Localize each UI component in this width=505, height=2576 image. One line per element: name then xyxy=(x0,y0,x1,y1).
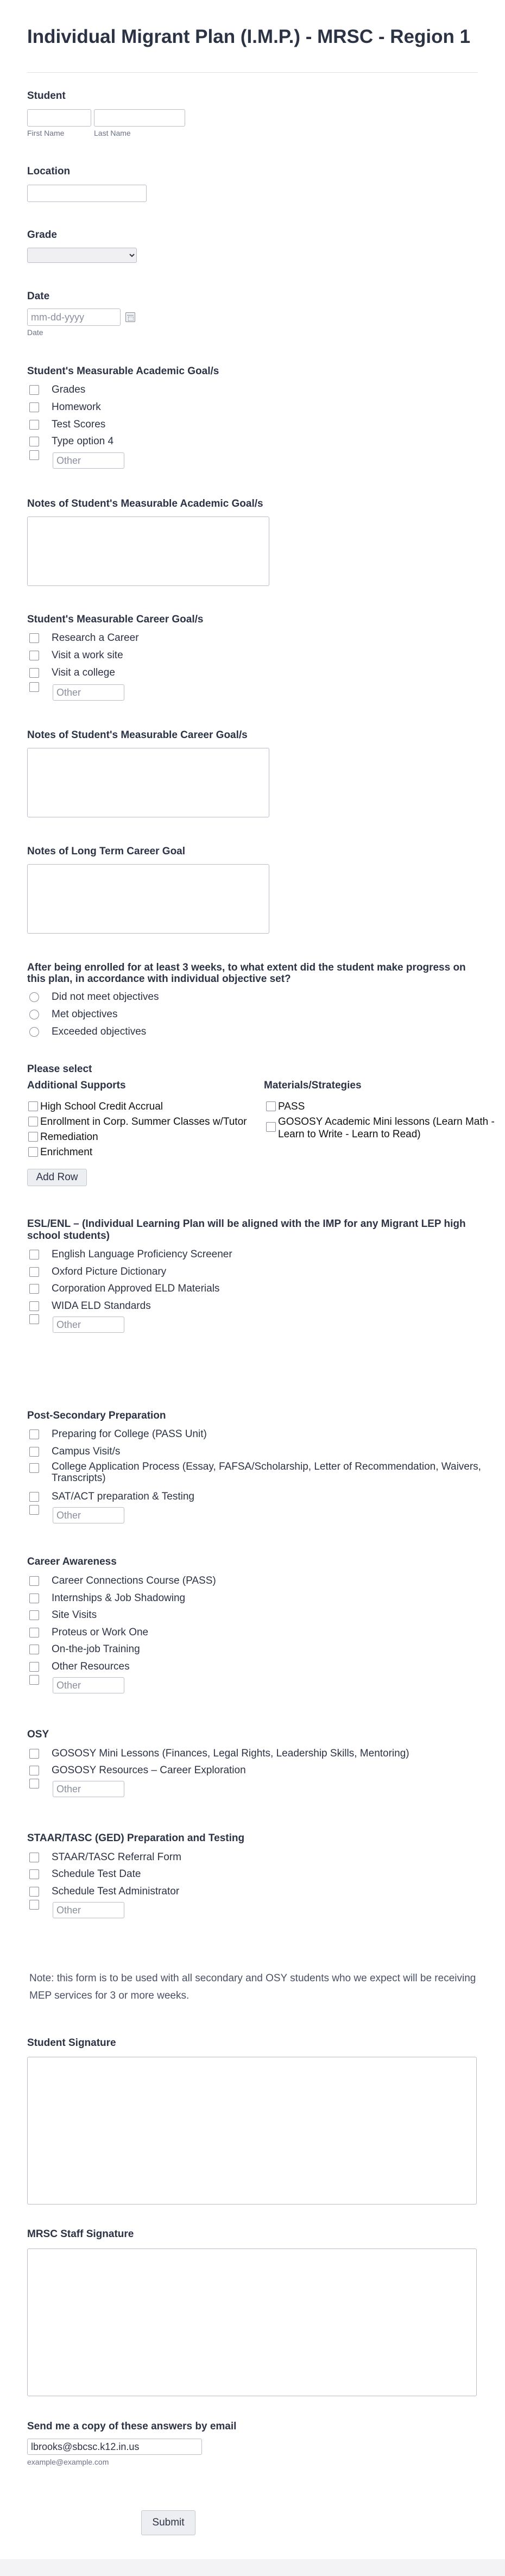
checkbox[interactable] xyxy=(29,1301,39,1311)
student-signature-label: Student Signature xyxy=(27,2037,116,2049)
career-awareness-proteus[interactable] xyxy=(29,1625,148,1640)
career-awareness-site-visits[interactable] xyxy=(29,1608,97,1623)
checkbox[interactable] xyxy=(29,633,39,643)
option-label: STAAR/TASC Referral Form xyxy=(52,1851,181,1863)
title-divider xyxy=(27,72,478,73)
radio-button[interactable] xyxy=(29,1010,39,1019)
option-label: Internships & Job Shadowing xyxy=(52,1592,186,1604)
progress-label-line2: this plan, in accordance with individual objective set? xyxy=(27,973,291,985)
option-label xyxy=(52,1461,481,1484)
staff-signature-pad[interactable] xyxy=(27,2249,477,2396)
supports-table-label: Please select xyxy=(27,1063,92,1075)
checkbox[interactable] xyxy=(29,420,39,430)
support-remediation[interactable] xyxy=(28,1131,98,1143)
email-sublabel: example@example.com xyxy=(27,2458,109,2466)
location-label: Location xyxy=(27,166,71,177)
checkbox[interactable] xyxy=(266,1122,276,1132)
option-label: English Language Proficiency Screener xyxy=(52,1249,232,1260)
academic-notes-textarea[interactable] xyxy=(27,517,269,586)
career-notes-label: Notes of Student's Measurable Career Goal/s xyxy=(27,729,248,741)
career-notes-textarea[interactable] xyxy=(27,748,269,817)
checkbox[interactable] xyxy=(29,1749,39,1759)
form-title: Individual Migrant Plan (I.M.P.) - MRSC - Region 1 xyxy=(27,26,471,47)
option-label: WIDA ELD Standards xyxy=(52,1300,151,1312)
option-label: SAT/ACT preparation & Testing xyxy=(52,1491,194,1502)
option-label: Visit a college xyxy=(52,667,115,678)
career-awareness-connections[interactable] xyxy=(29,1573,216,1589)
date-label: Date xyxy=(27,291,50,302)
esl-dictionary[interactable] xyxy=(29,1264,166,1280)
grade-label: Grade xyxy=(27,229,57,241)
option-label: Campus Visit/s xyxy=(52,1446,121,1457)
add-row-button[interactable]: Add Row xyxy=(27,1169,87,1186)
option-label-line1: GOSOSY Academic Mini lessons (Learn Math - xyxy=(278,1116,495,1128)
post-secondary-sat-act[interactable] xyxy=(29,1489,194,1504)
checkbox[interactable] xyxy=(28,1101,38,1111)
post-secondary-label: Post-Secondary Preparation xyxy=(27,1410,166,1421)
option-label: Test Scores xyxy=(52,419,106,430)
checkbox[interactable] xyxy=(29,1610,39,1620)
option-label: High School Credit Accrual xyxy=(40,1101,163,1112)
option-label: Exceeded objectives xyxy=(52,1026,147,1037)
osy-other-input[interactable] xyxy=(53,1781,124,1797)
first-name-input[interactable] xyxy=(27,109,91,127)
checkbox[interactable] xyxy=(29,1267,39,1277)
academic-goal-other-input[interactable] xyxy=(53,452,124,469)
checkbox[interactable] xyxy=(29,1887,39,1897)
progress-label-line1: After being enrolled for at least 3 weeks, to what extent did the student make progress on xyxy=(27,962,466,973)
additional-supports-header: Additional Supports xyxy=(27,1080,126,1091)
option-label: Career Connections Course (PASS) xyxy=(52,1575,216,1586)
esl-label-line1: ESL/ENL – (Individual Learning Plan will be aligned with the IMP for any Migrant LEP high xyxy=(27,1218,466,1230)
checkbox[interactable] xyxy=(29,1662,39,1672)
option-label: Preparing for College (PASS Unit) xyxy=(52,1428,207,1440)
checkbox[interactable] xyxy=(29,1766,39,1775)
academic-goals-label: Student's Measurable Academic Goal/s xyxy=(27,366,219,377)
radio-button[interactable] xyxy=(29,1027,39,1037)
email-input[interactable] xyxy=(27,2439,202,2455)
last-name-sublabel: Last Name xyxy=(94,129,131,137)
date-sublabel: Date xyxy=(27,328,43,337)
staar-test-date[interactable] xyxy=(29,1867,141,1882)
checkbox[interactable] xyxy=(28,1117,38,1126)
option-label: Met objectives xyxy=(52,1009,118,1020)
career-goal-other-input[interactable] xyxy=(53,684,124,701)
form-note: Note: this form is to be used with all secondary and OSY students who we expect will be receiving MEP services for 3 or more weeks. xyxy=(29,1973,476,2001)
checkbox[interactable] xyxy=(29,402,39,412)
location-input[interactable] xyxy=(27,185,147,202)
checkbox[interactable] xyxy=(29,1250,39,1259)
option-label: Proteus or Work One xyxy=(52,1627,149,1638)
option-label: Remediation xyxy=(40,1131,98,1143)
academic-goal-grades[interactable] xyxy=(29,382,85,398)
footer-strip xyxy=(0,2559,505,2576)
option-label-line1: College Application Process (Essay, FAFSA/Scholarship, Letter of Recommendation, Waivers, xyxy=(52,1461,481,1472)
checkbox[interactable] xyxy=(29,651,39,660)
post-secondary-application-process[interactable] xyxy=(29,1461,481,1484)
date-input[interactable] xyxy=(27,308,121,326)
career-goals-label: Student's Measurable Career Goal/s xyxy=(27,614,204,625)
option-label: Enrichment xyxy=(40,1147,93,1158)
academic-goal-homework[interactable] xyxy=(29,400,101,415)
academic-notes-label: Notes of Student's Measurable Academic Goal/s xyxy=(27,498,263,509)
esl-eld-materials[interactable] xyxy=(29,1281,219,1296)
checkbox[interactable] xyxy=(29,1447,39,1457)
other-checkbox[interactable] xyxy=(29,1505,39,1515)
osy-resources[interactable] xyxy=(29,1763,246,1778)
material-pass[interactable] xyxy=(266,1100,305,1113)
progress-did-not-meet[interactable] xyxy=(29,990,159,1005)
checkbox[interactable] xyxy=(28,1132,38,1142)
long-term-notes-textarea[interactable] xyxy=(27,864,269,934)
academic-goal-type-option-4[interactable] xyxy=(29,434,113,449)
career-goal-work-site[interactable] xyxy=(29,648,123,663)
checkbox[interactable] xyxy=(29,668,39,678)
career-goal-research[interactable] xyxy=(29,631,139,646)
checkbox[interactable] xyxy=(28,1147,38,1157)
first-name-sublabel: First Name xyxy=(27,129,65,137)
last-name-input[interactable] xyxy=(94,109,185,127)
career-awareness-internships[interactable] xyxy=(29,1591,185,1606)
support-credit-accrual[interactable] xyxy=(28,1100,163,1113)
option-label: Type option 4 xyxy=(52,436,114,447)
progress-exceeded[interactable] xyxy=(29,1024,146,1040)
checkbox[interactable] xyxy=(29,1628,39,1637)
student-signature-pad[interactable] xyxy=(27,2057,477,2205)
option-label: On-the-job Training xyxy=(52,1643,140,1655)
option-label: Oxford Picture Dictionary xyxy=(52,1266,167,1277)
radio-button[interactable] xyxy=(29,992,39,1002)
grade-select[interactable] xyxy=(27,248,137,263)
option-label: Corporation Approved ELD Materials xyxy=(52,1283,220,1294)
other-checkbox[interactable] xyxy=(29,450,39,460)
career-awareness-other-input[interactable] xyxy=(53,1677,124,1693)
other-checkbox[interactable] xyxy=(29,682,39,692)
option-label: GOSOSY Mini Lessons (Finances, Legal Rights, Leadership Skills, Mentoring) xyxy=(52,1748,409,1759)
esl-label-line2: school students) xyxy=(27,1230,110,1242)
material-gososy-lessons[interactable] xyxy=(266,1116,495,1141)
option-label: GOSOSY Resources – Career Exploration xyxy=(52,1765,246,1776)
support-summer-classes[interactable] xyxy=(28,1116,247,1128)
student-label: Student xyxy=(27,90,66,102)
option-label-line2: Transcripts) xyxy=(52,1472,106,1484)
academic-goal-test-scores[interactable] xyxy=(29,417,105,432)
option-label: Enrollment in Corp. Summer Classes w/Tutor xyxy=(40,1116,247,1128)
option-label-line2: Learn to Write - Learn to Read) xyxy=(278,1129,421,1140)
staar-label: STAAR/TASC (GED) Preparation and Testing xyxy=(27,1832,245,1844)
option-label: Schedule Test Date xyxy=(52,1868,141,1880)
esl-wida-standards[interactable] xyxy=(29,1299,151,1314)
long-term-notes-label: Notes of Long Term Career Goal xyxy=(27,846,186,857)
other-checkbox[interactable] xyxy=(29,1675,39,1685)
option-label: Research a Career xyxy=(52,632,139,644)
post-secondary-preparing[interactable] xyxy=(29,1427,207,1442)
option-label: Other Resources xyxy=(52,1661,130,1672)
other-checkbox[interactable] xyxy=(29,1779,39,1788)
email-label: Send me a copy of these answers by email xyxy=(27,2421,237,2432)
career-awareness-other-resources[interactable] xyxy=(29,1659,130,1674)
esl-other-input[interactable] xyxy=(53,1317,124,1333)
post-secondary-other-input[interactable] xyxy=(53,1507,124,1523)
checkbox[interactable] xyxy=(29,1284,39,1294)
checkbox[interactable] xyxy=(29,1429,39,1439)
option-label: Grades xyxy=(52,384,86,395)
checkbox[interactable] xyxy=(29,1463,39,1473)
submit-button[interactable]: Submit xyxy=(141,2510,195,2535)
option-label xyxy=(278,1116,495,1141)
option-label: Visit a work site xyxy=(52,650,123,661)
osy-mini-lessons[interactable] xyxy=(29,1746,409,1761)
checkbox[interactable] xyxy=(29,1492,39,1502)
option-label: Site Visits xyxy=(52,1609,97,1621)
post-secondary-campus-visits[interactable] xyxy=(29,1444,120,1459)
other-checkbox[interactable] xyxy=(29,1314,39,1324)
checkbox[interactable] xyxy=(29,1645,39,1654)
staar-referral-form[interactable] xyxy=(29,1850,181,1865)
other-checkbox[interactable] xyxy=(29,1900,39,1910)
checkbox[interactable] xyxy=(29,1594,39,1603)
option-label: PASS xyxy=(278,1101,305,1112)
checkbox[interactable] xyxy=(29,1576,39,1586)
checkbox[interactable] xyxy=(266,1101,276,1111)
career-goal-college[interactable] xyxy=(29,665,115,681)
staff-signature-label: MRSC Staff Signature xyxy=(27,2228,134,2240)
career-awareness-on-the-job[interactable] xyxy=(29,1642,140,1657)
option-label: Schedule Test Administrator xyxy=(52,1886,180,1897)
checkbox[interactable] xyxy=(29,437,39,446)
progress-met[interactable] xyxy=(29,1007,117,1022)
checkbox[interactable] xyxy=(29,1869,39,1879)
checkbox[interactable] xyxy=(29,1853,39,1862)
esl-screener[interactable] xyxy=(29,1247,232,1262)
calendar-icon[interactable] xyxy=(125,312,135,322)
materials-strategies-header: Materials/Strategies xyxy=(264,1080,362,1091)
option-label: Homework xyxy=(52,401,101,413)
staar-test-administrator[interactable] xyxy=(29,1884,179,1899)
checkbox[interactable] xyxy=(29,385,39,395)
option-label: Did not meet objectives xyxy=(52,991,159,1003)
support-enrichment[interactable] xyxy=(28,1146,92,1158)
osy-label: OSY xyxy=(27,1729,49,1740)
staar-other-input[interactable] xyxy=(53,1902,124,1918)
career-awareness-label: Career Awareness xyxy=(27,1556,117,1567)
